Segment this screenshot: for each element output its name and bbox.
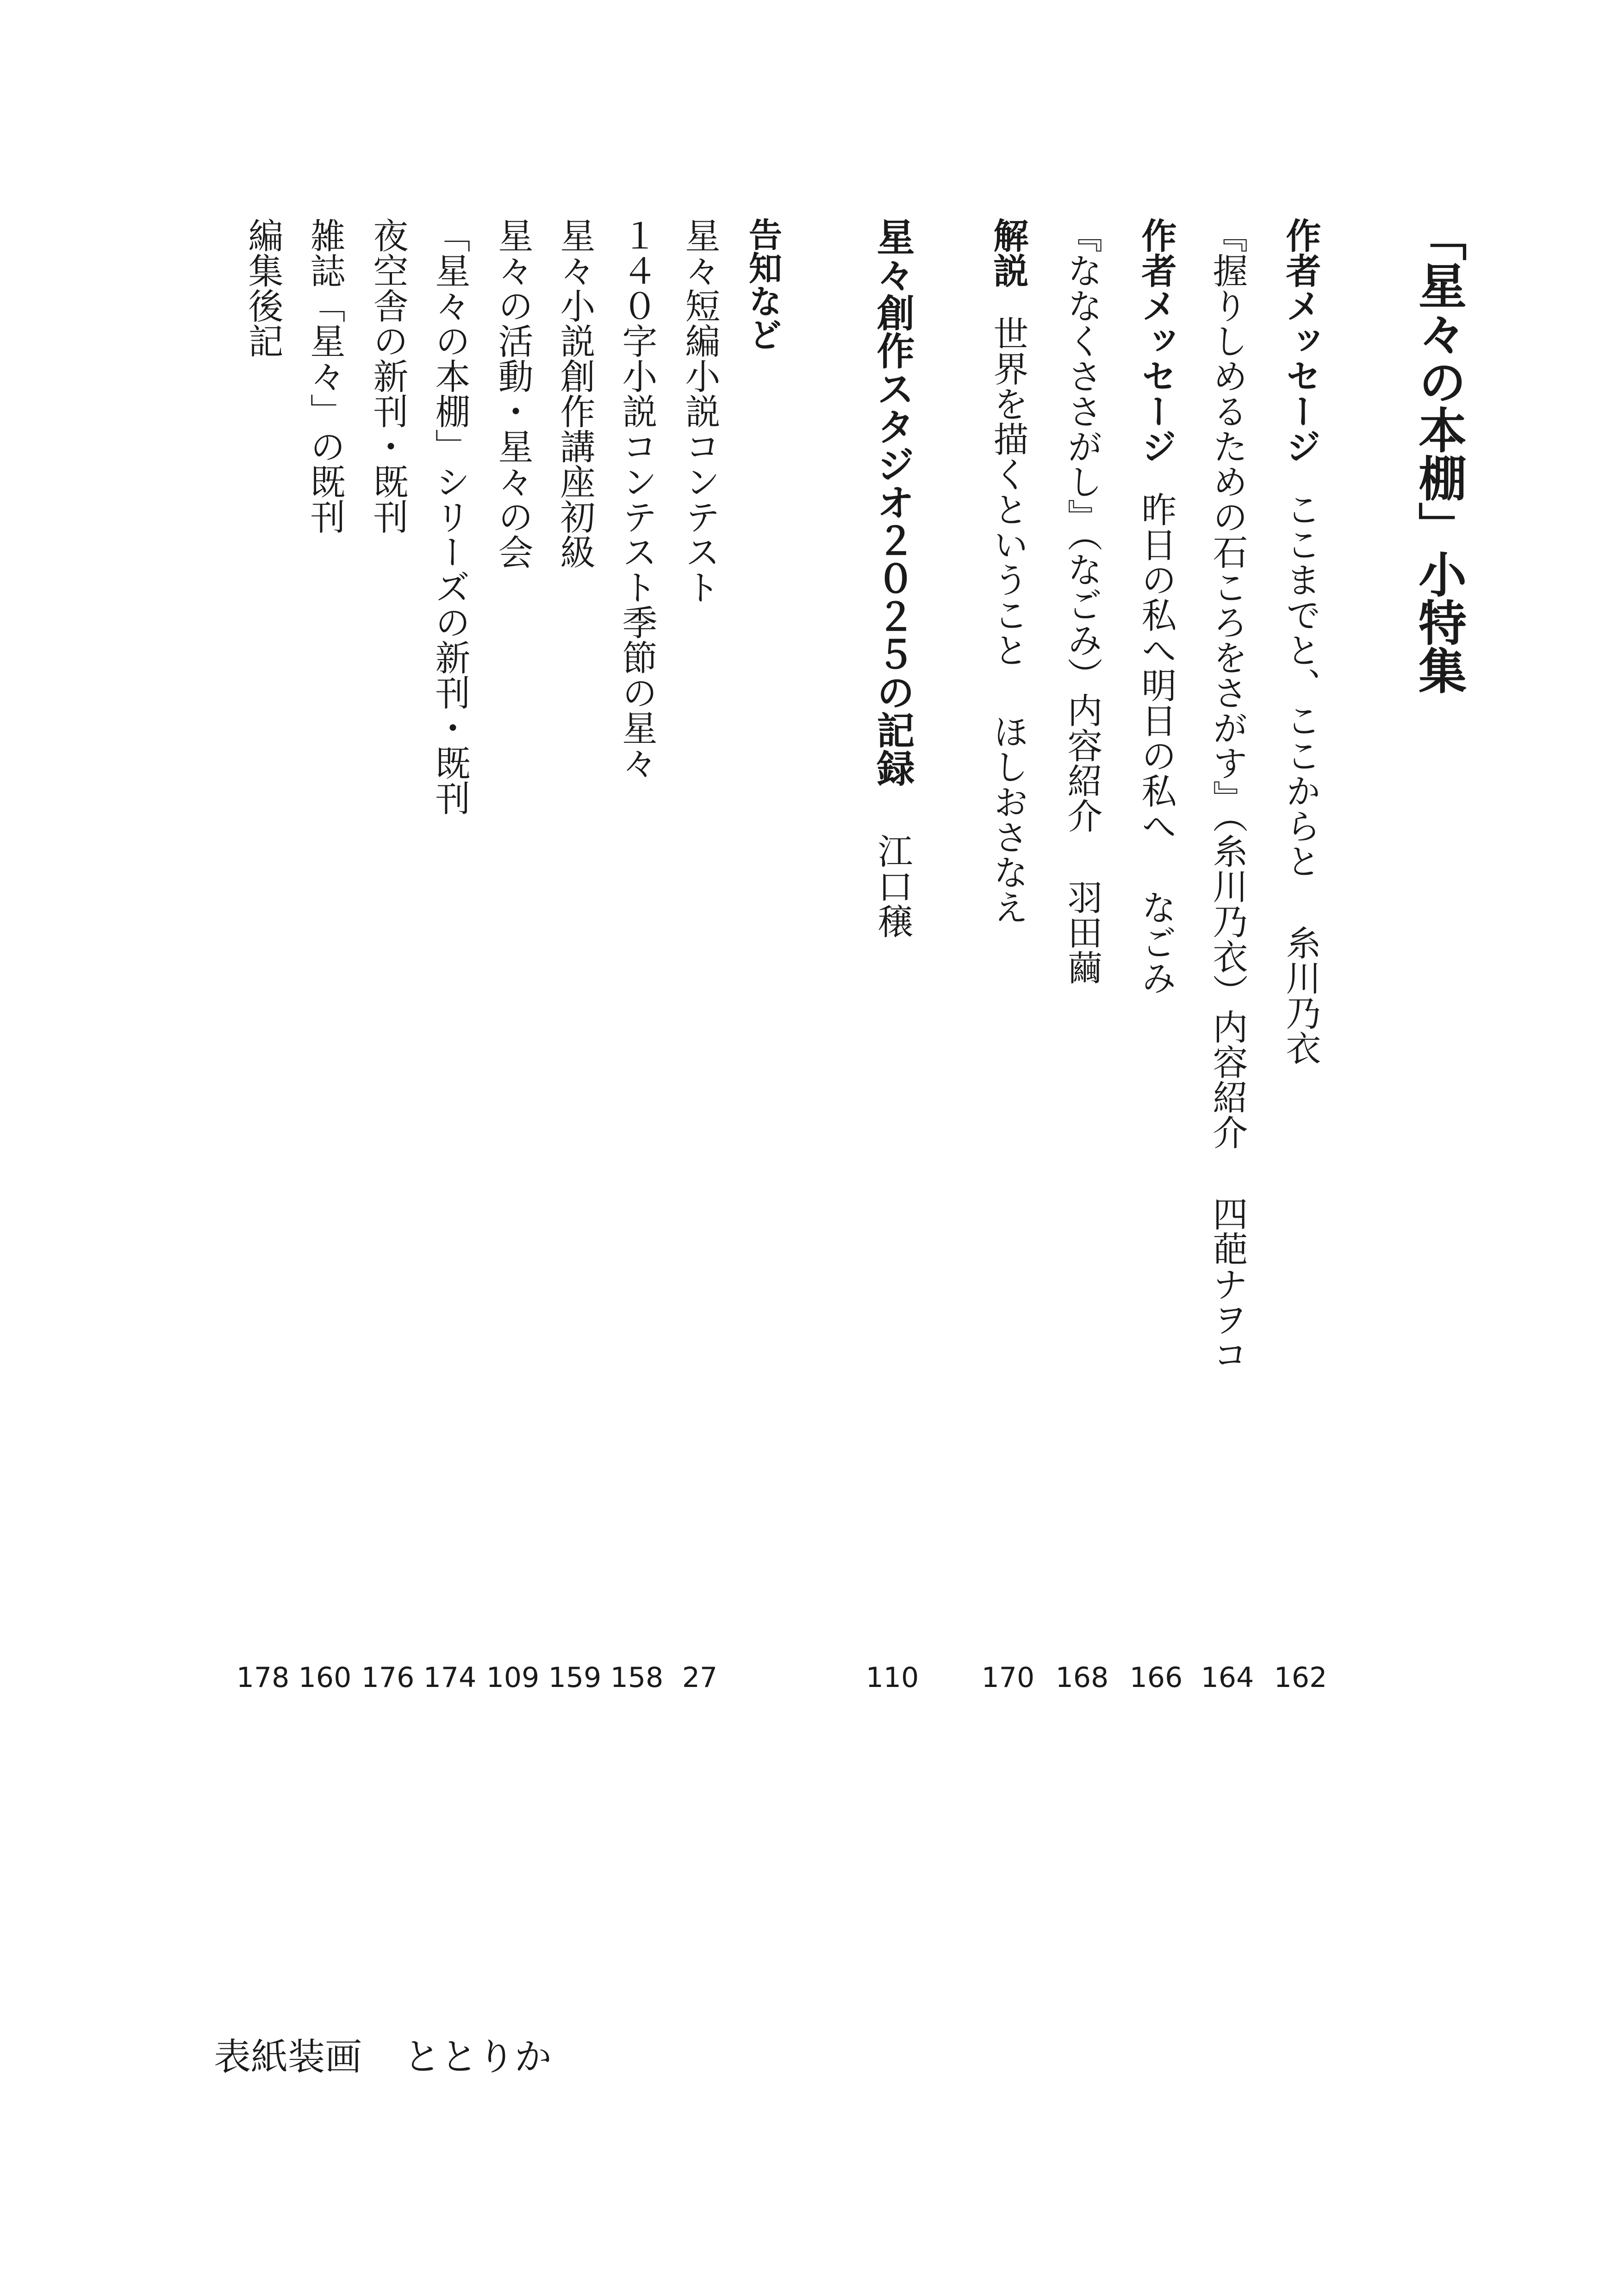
page-number: 178: [236, 1661, 290, 1694]
page-number: 159: [548, 1661, 602, 1694]
page-number: 162: [1274, 1661, 1327, 1694]
toc-entry-studio[interactable]: [871, 218, 915, 939]
page-number: 109: [486, 1661, 540, 1694]
entry-author: 四葩ナヲコ: [1207, 1196, 1248, 1372]
page-number: 170: [981, 1661, 1035, 1694]
studio-title: 星々創作スタジオ２０２５の記録: [871, 218, 915, 787]
entry-title: 『握りしめるための石ころをさがす』（糸川乃衣）内容紹介: [1207, 218, 1248, 1150]
notice-item[interactable]: 星々の活動・星々の会: [492, 218, 534, 569]
entry-author: 糸川乃衣: [1280, 925, 1321, 1065]
special-feature-title: 「星々の本棚」小特集: [1410, 213, 1467, 694]
notice-item[interactable]: 星々小説創作講座初級: [554, 218, 596, 569]
toc-entry[interactable]: [1136, 218, 1177, 995]
studio-author: 江口穣: [872, 833, 913, 939]
notices-heading: 告知など: [743, 218, 782, 351]
entry-author: なごみ: [1136, 890, 1177, 995]
toc-entry[interactable]: [988, 218, 1029, 925]
page-number: 166: [1129, 1661, 1183, 1694]
entry-title: ここまでと、ここからと: [1280, 492, 1321, 878]
notice-item[interactable]: 星々短編小説コンテスト: [679, 218, 721, 604]
page-number: 168: [1055, 1661, 1109, 1694]
toc-entry[interactable]: [1280, 218, 1321, 1065]
notice-item[interactable]: 編集後記: [243, 218, 284, 358]
toc-entry[interactable]: [1062, 218, 1103, 985]
entry-title: 世界を描くということ: [988, 316, 1029, 667]
page-number: 158: [610, 1661, 664, 1694]
entry-title: 『ななくささがし』（なごみ）内容紹介: [1062, 218, 1103, 833]
page-number: 27: [682, 1661, 718, 1694]
credit-name: ととりか: [404, 2035, 552, 2078]
page-number: 176: [361, 1661, 415, 1694]
entry-title: 昨日の私へ明日の私へ: [1136, 492, 1177, 843]
cover-illustration-credit: [214, 2027, 552, 2080]
page-number: 110: [865, 1661, 919, 1694]
entry-author: 羽田繭: [1062, 879, 1103, 985]
notice-item[interactable]: １４０字小説コンテスト季節の星々: [616, 218, 658, 780]
entry-author: ほしおさなえ: [988, 714, 1029, 925]
page-number: 164: [1201, 1661, 1254, 1694]
page-number: 174: [423, 1661, 477, 1694]
entry-label: 作者メッセージ: [1280, 218, 1321, 464]
page-number: 160: [298, 1661, 352, 1694]
notice-item[interactable]: 雑誌「星々」の既刊: [305, 218, 346, 534]
entry-label: 作者メッセージ: [1136, 218, 1177, 464]
toc-entry[interactable]: [1207, 218, 1248, 1372]
notice-item[interactable]: 夜空舎の新刊・既刊: [367, 218, 409, 534]
entry-label: 解説: [988, 218, 1029, 288]
notice-item[interactable]: 「星々の本棚」シリーズの新刊・既刊: [429, 218, 471, 815]
credit-label: 表紙装画: [214, 2035, 362, 2078]
